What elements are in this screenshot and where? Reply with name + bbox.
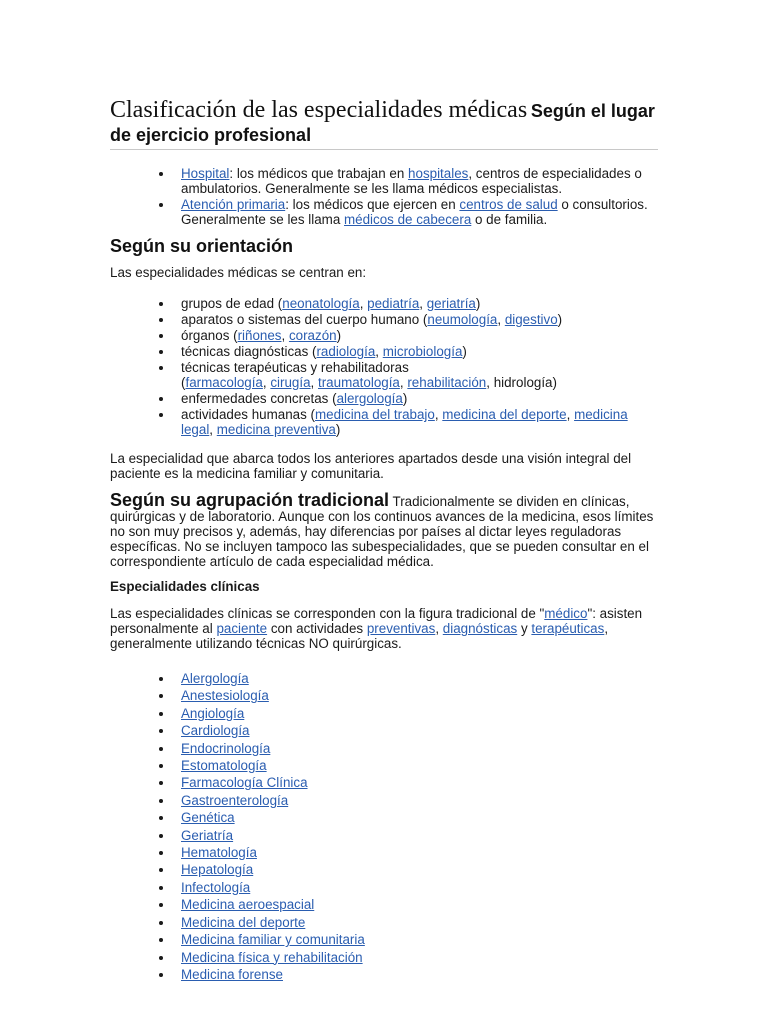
list-item: Atención primaria: los médicos que ejercen en centros de salud o consultorios. Generalmente se les llama médicos de cabecera o de familia. bbox=[181, 197, 658, 227]
link-medicina-fisica[interactable]: Medicina física y rehabilitación bbox=[181, 949, 363, 965]
link-neonatologia[interactable]: neonatología bbox=[282, 296, 360, 311]
link-rehabilitacion[interactable]: rehabilitación bbox=[407, 375, 487, 390]
link-preventivas[interactable]: preventivas bbox=[366, 621, 436, 636]
list-item: técnicas terapéuticas y rehabilitadoras (farmacología, cirugía, traumatología, rehabilitación, hidrología) bbox=[181, 360, 658, 390]
list-item bbox=[181, 723, 658, 739]
link-endocrinologia[interactable]: Endocrinología bbox=[181, 740, 271, 756]
orientacion-intro: Las especialidades médicas se centran en: bbox=[110, 265, 367, 280]
clinicas-list bbox=[110, 671, 658, 983]
link-angiologia[interactable]: Angiología bbox=[181, 705, 245, 721]
heading-agrupacion: Según su agrupación tradicional bbox=[110, 490, 390, 510]
list-item: órganos (riñones, corazón) bbox=[181, 328, 658, 343]
heading-orientacion: Según su orientación bbox=[110, 236, 294, 256]
list-item: enfermedades concretas (alergología) bbox=[181, 391, 658, 406]
link-hospital[interactable]: Hospital bbox=[181, 166, 230, 181]
orientacion-list bbox=[110, 296, 658, 437]
agrupacion-paragraph bbox=[110, 490, 658, 569]
link-medicina-preventiva[interactable]: medicina preventiva bbox=[216, 422, 336, 437]
list-item bbox=[181, 706, 658, 722]
list-item bbox=[181, 915, 658, 931]
link-medicos-de-cabecera[interactable]: médicos de cabecera bbox=[344, 212, 472, 227]
clinicas-paragraph: Las especialidades clínicas se corresponden con la figura tradicional de "médico": asisten personalmente al paciente con actividades preventivas, diagnósticas y terapéuticas, generalmente utilizando técnicas NO quirúrgicas. bbox=[110, 606, 643, 651]
list-item: aparatos o sistemas del cuerpo humano (neumología, digestivo) bbox=[181, 312, 658, 327]
link-anestesiologia[interactable]: Anestesiología bbox=[181, 688, 269, 704]
list-item: grupos de edad (neonatología, pediatría, geriatría) bbox=[181, 296, 658, 311]
link-traumatologia[interactable]: traumatología bbox=[318, 375, 400, 390]
link-estomatologia[interactable]: Estomatología bbox=[181, 758, 267, 774]
title-section: Según el lugar de ejercicio profesional bbox=[110, 101, 655, 145]
link-gastroenterologia[interactable]: Gastroenterología bbox=[181, 792, 289, 808]
list-item bbox=[181, 828, 658, 844]
link-alergologia-item[interactable]: Alergología bbox=[181, 671, 249, 686]
title-main: Clasificación de las especialidades médicas bbox=[110, 97, 528, 123]
link-medicina-del-deporte[interactable]: medicina del deporte bbox=[442, 407, 567, 422]
link-atencion-primaria[interactable]: Atención primaria bbox=[181, 197, 286, 212]
link-medicina-aeroespacial[interactable]: Medicina aeroespacial bbox=[181, 897, 315, 913]
link-terapeuticas[interactable]: terapéuticas bbox=[531, 621, 605, 636]
list-item bbox=[181, 793, 658, 809]
list-item bbox=[181, 671, 658, 687]
link-infectologia[interactable]: Infectología bbox=[181, 879, 251, 895]
link-medicina-forense[interactable]: Medicina forense bbox=[181, 966, 283, 982]
link-digestivo[interactable]: digestivo bbox=[504, 312, 558, 327]
link-paciente[interactable]: paciente bbox=[216, 621, 268, 636]
heading-clinicas: Especialidades clínicas bbox=[110, 579, 260, 594]
link-hospitales[interactable]: hospitales bbox=[408, 166, 469, 181]
list-item bbox=[181, 967, 658, 983]
link-hematologia[interactable]: Hematología bbox=[181, 845, 257, 861]
link-centros-de-salud[interactable]: centros de salud bbox=[459, 197, 558, 212]
lugar-list bbox=[110, 166, 658, 227]
list-item bbox=[181, 758, 658, 774]
link-corazon[interactable]: corazón bbox=[288, 328, 337, 343]
list-item bbox=[181, 880, 658, 896]
list-item: Hospital: los médicos que trabajan en hospitales, centros de especialidades o ambulatorios. Generalmente se les llama médicos especialistas. bbox=[181, 166, 658, 196]
link-genetica[interactable]: Genética bbox=[181, 810, 235, 826]
page-title bbox=[110, 96, 658, 150]
link-geriatria-item[interactable]: Geriatría bbox=[181, 827, 234, 843]
link-medicina-del-trabajo[interactable]: medicina del trabajo bbox=[314, 407, 435, 422]
link-radiologia[interactable]: radiología bbox=[316, 344, 376, 359]
link-diagnosticas[interactable]: diagnósticas bbox=[442, 621, 518, 636]
link-rinones[interactable]: riñones bbox=[237, 328, 282, 343]
list-item bbox=[181, 897, 658, 913]
list-item bbox=[181, 688, 658, 704]
link-microbiologia[interactable]: microbiología bbox=[382, 344, 463, 359]
list-item: técnicas diagnósticas (radiología, microbiología) bbox=[181, 344, 658, 359]
link-cirugia[interactable]: cirugía bbox=[270, 375, 311, 390]
link-neumologia[interactable]: neumología bbox=[427, 312, 498, 327]
link-medico[interactable]: médico bbox=[544, 606, 588, 621]
link-cardiologia[interactable]: Cardiología bbox=[181, 723, 250, 739]
orientacion-summary: La especialidad que abarca todos los anteriores apartados desde una visión integral del paciente es la medicina familiar y comunitaria. bbox=[110, 451, 632, 481]
list-item: actividades humanas (medicina del trabajo, medicina del deporte, medicina legal, medicina preventiva) bbox=[181, 407, 658, 437]
link-medicina-familiar[interactable]: Medicina familiar y comunitaria bbox=[181, 932, 365, 948]
list-item bbox=[181, 950, 658, 966]
list-item bbox=[181, 845, 658, 861]
link-medicina-del-deporte-item[interactable]: Medicina del deporte bbox=[181, 914, 306, 930]
agrupacion-text: Tradicionalmente se dividen en clínicas, quirúrgicas y de laboratorio. Aunque con los continuos avances de la medicina, esos límites no son muy precisos y, además, hay diferencias por países al dictar leyes reguladoras específicas. No se incluyen tampoco las subespecialidades, que se pueden consultar en el correspondiente artículo de cada especialidad médica. bbox=[110, 494, 654, 569]
link-hepatologia[interactable]: Hepatología bbox=[181, 862, 254, 878]
link-pediatria[interactable]: pediatría bbox=[367, 296, 420, 311]
list-item bbox=[181, 775, 658, 791]
list-item bbox=[181, 741, 658, 757]
link-farmacologia[interactable]: farmacología bbox=[185, 375, 263, 390]
link-geriatria[interactable]: geriatría bbox=[426, 296, 476, 311]
link-alergologia[interactable]: alergología bbox=[336, 391, 403, 406]
list-item bbox=[181, 932, 658, 948]
list-item bbox=[181, 810, 658, 826]
link-medicina-legal[interactable]: medicina legal bbox=[181, 407, 628, 437]
link-farmacologia-clinica[interactable]: Farmacología Clínica bbox=[181, 775, 308, 791]
list-item bbox=[181, 862, 658, 878]
